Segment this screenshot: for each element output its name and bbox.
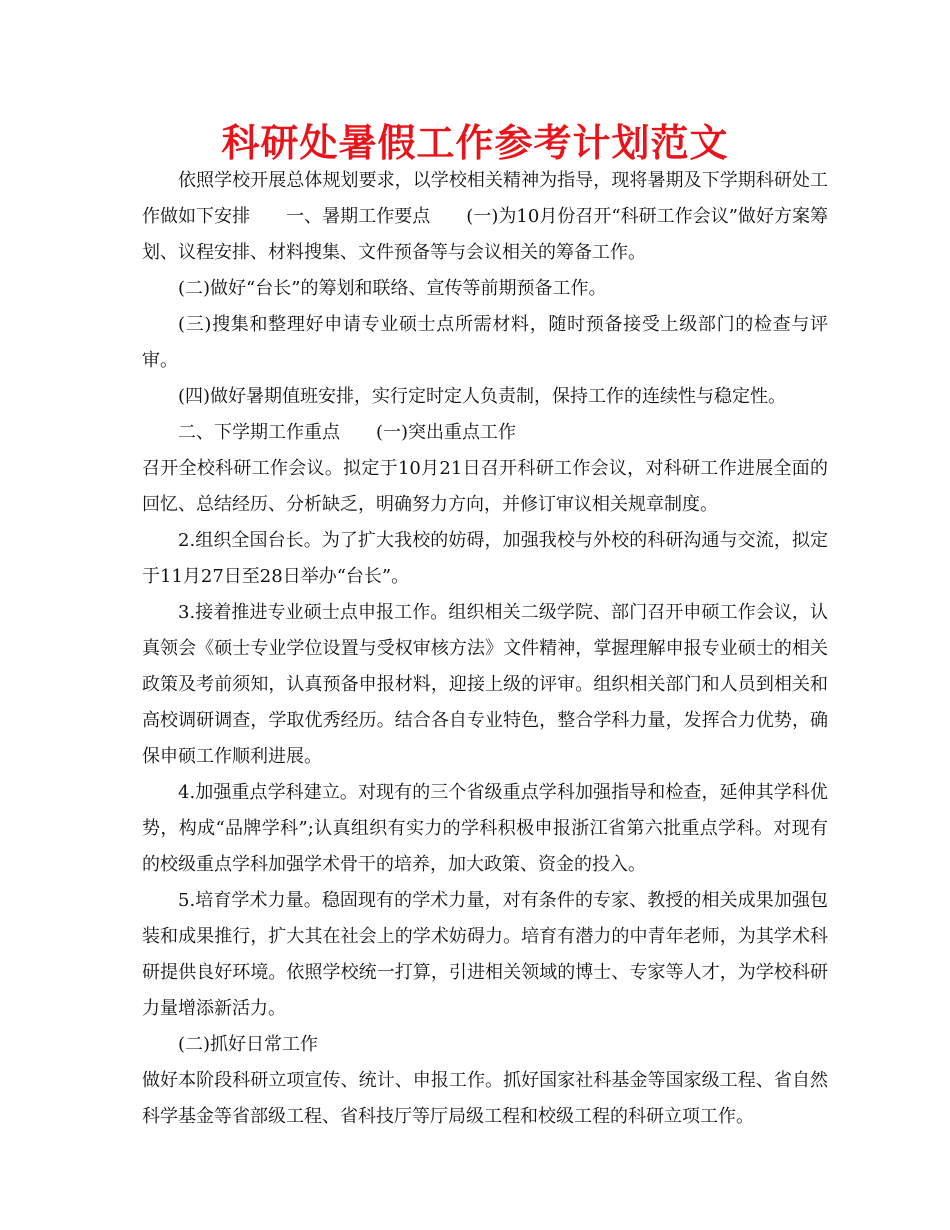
paragraph-daily-heading: (二)抓好日常工作 [178,1034,319,1055]
paragraph-semester-4: 4.加强重点学科建立。对现有的三个省级重点学科加强指导和检查，延伸其学科优势，构成“品牌学科”;认真组织有实力的学科积极申报浙江省第六批重点学科。对现有的校级重点学科加强学术骨干的培养，加大政策、资金的投入。 [142,782,828,875]
document-title: 科研处暑假工作参考计划范文 [221,120,729,165]
paragraph-semester-heading: 二、下学期工作重点 (一)突出重点工作 [178,422,517,443]
document-body [142,163,828,1135]
paragraph-intro: 依照学校开展总体规划要求，以学校相关精神为指导，现将暑期及下学期科研处工作做如下安排 一、暑期工作要点 (一)为10月份召开“科研工作会议”做好方案筹划、议程安排、材料搜集、文件预备等与会议相关的筹备工作。 [142,170,828,263]
paragraph-semester-2: 2.组织全国台长。为了扩大我校的妨碍，加强我校与外校的科研沟通与交流，拟定于11月27日至28日举办“台长”。 [142,530,828,587]
paragraph-summer-4: (四)做好暑期值班安排，实行定时定人负责制，保持工作的连续性与稳定性。 [178,386,787,407]
paragraph-semester-5: 5.培育学术力量。稳固现有的学术力量，对有条件的专家、教授的相关成果加强包装和成果推行，扩大其在社会上的学术妨碍力。培育有潜力的中青年老师，为其学术科研提供良好环境。依照学校统一打算，引进相关领域的博士、专家等人才，为学校科研力量增添新活力。 [142,890,828,1019]
paragraph-summer-2: (二)做好“台长”的筹划和联络、宣传等前期预备工作。 [178,278,607,299]
paragraph-semester-1: 召开全校科研工作会议。拟定于10月21日召开科研工作会议，对科研工作进展全面的回忆、总结经历、分析缺乏，明确努力方向，并修订审议相关规章制度。 [142,458,828,515]
paragraph-summer-3: (三)搜集和整理好申请专业硕士点所需材料，随时预备接受上级部门的检查与评审。 [142,314,828,371]
paragraph-semester-3: 3.接着推进专业硕士点申报工作。组织相关二级学院、部门召开申硕工作会议，认真领会《硕士专业学位设置与受权审核方法》文件精神，掌握理解申报专业硕士的相关政策及考前须知，认真预备申报材料，迎接上级的评审。组织相关部门和人员到相关和高校调研调查，学取优秀经历。结合各自专业特色，整合学科力量，发挥合力优势，确保申硕工作顺利进展。 [142,602,828,767]
paragraph-daily-1: 做好本阶段科研立项宣传、统计、申报工作。抓好国家社科基金等国家级工程、省自然科学基金等省部级工程、省科技厅等厅局级工程和校级工程的科研立项工作。 [142,1070,828,1127]
